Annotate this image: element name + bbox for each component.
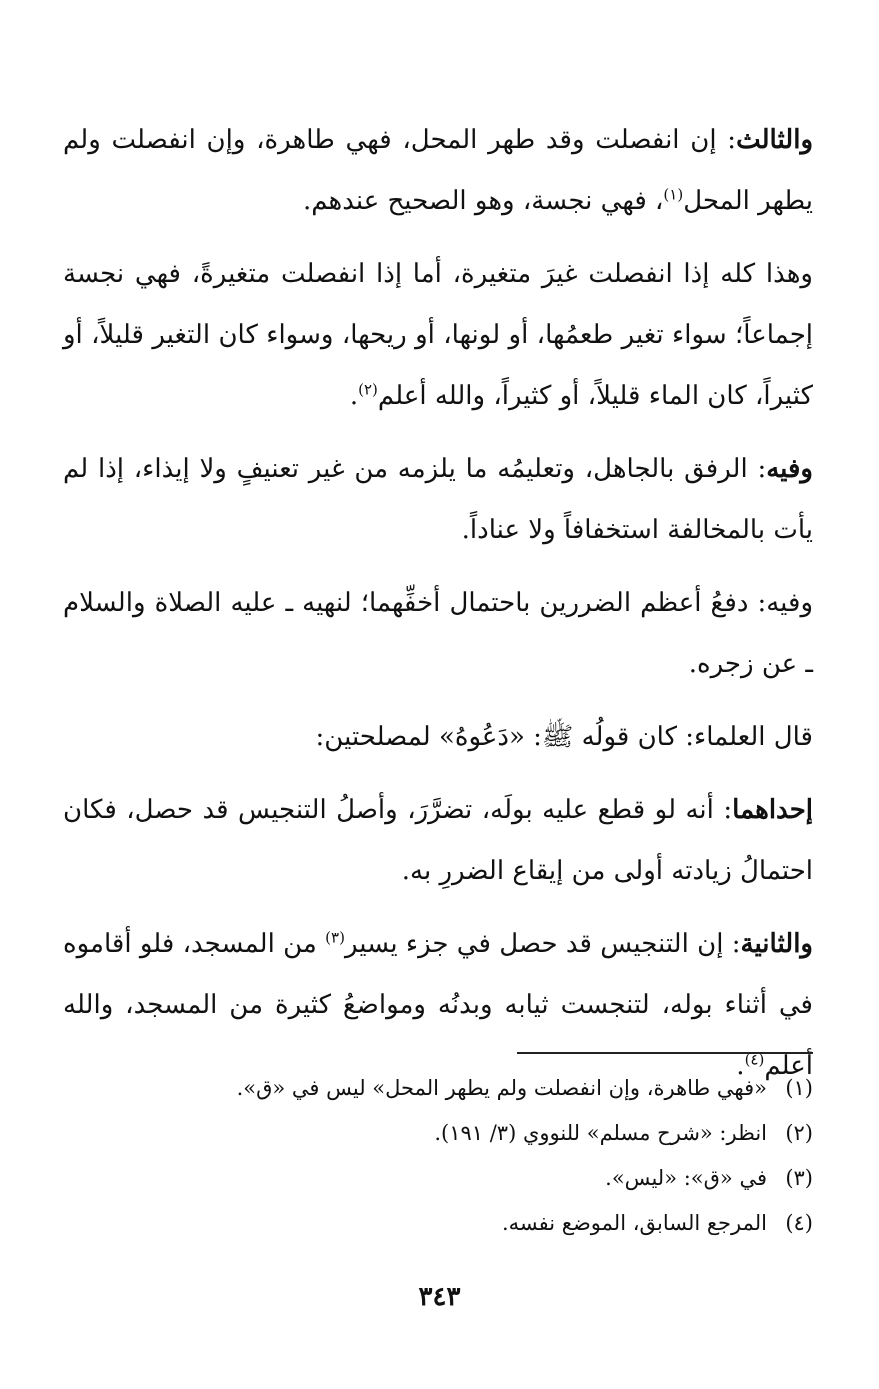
paragraph-text: : إن انفصلت وقد طهر المحل، فهي طاهرة، وإن انفصلت ولم يطهر المحل xyxy=(63,125,813,216)
footnotes xyxy=(63,1066,813,1246)
footnote-item xyxy=(63,1201,813,1246)
paragraph-text: : أنه لو قطع عليه بولَه، تضرَّرَ، وأصلُ التنجيس قد حصل، فكان احتمالُ زيادته أولى من إيقاع الضررِ به. xyxy=(63,795,813,886)
footnote-number: (٤) xyxy=(785,1211,813,1235)
main-text xyxy=(63,110,813,1109)
footnote-text: المرجع السابق، الموضع نفسه. xyxy=(501,1211,767,1235)
footnote-marker[interactable]: (١) xyxy=(663,185,684,204)
footnote-text: في «ق»: «ليس». xyxy=(605,1166,767,1190)
paragraph-text: وهذا كله إذا انفصلت غيرَ متغيرة، أما إذا انفصلت متغيرةً، فهي نجسة إجماعاً؛ سواء تغير طعمُها، أو لونها، أو ريحها، وسواء كان التغير قليلاً، أو كثيراً، كان الماء قليلاً، أو كثيراً، والله أعلم xyxy=(63,259,813,411)
footnote-marker[interactable]: (٢) xyxy=(358,380,378,399)
footnote-item xyxy=(63,1111,813,1156)
footnote-text: «فهي طاهرة، وإن انفصلت ولم يطهر المحل» ليس في «ق». xyxy=(236,1076,767,1100)
paragraph-lesser-harm xyxy=(63,573,813,695)
paragraph-text-continued: من المسجد، فلو أقاموه في أثناء بوله، لتنجست ثيابه وبدنُه ومواضعُ كثيرة من المسجد، والله أعلم xyxy=(63,929,813,1081)
paragraph-text-end: . xyxy=(736,1051,745,1081)
footnote-separator xyxy=(517,1052,813,1054)
paragraph-changed-water xyxy=(63,244,813,427)
footnote-number: (٣) xyxy=(785,1166,813,1190)
page-number: ٣٤٣ xyxy=(418,1282,461,1312)
footnote-item xyxy=(63,1156,813,1201)
paragraph-text-continued: . xyxy=(349,381,359,411)
paragraph-first-benefit xyxy=(63,780,813,902)
footnote-number: (١) xyxy=(785,1076,813,1100)
paragraph-lead: والثانية xyxy=(740,929,813,959)
paragraph-text: : الرفق بالجاهل، وتعليمُه ما يلزمه من غير تعنيفٍ ولا إيذاء، إذا لم يأت بالمخالفة استخفافاً ولا عناداً. xyxy=(63,454,813,545)
paragraph-text: قال العلماء: كان قولُه ﷺ: «دَعُوهُ» لمصلحتين: xyxy=(315,722,813,752)
footnote-marker[interactable]: (٣) xyxy=(325,928,345,947)
paragraph-lead: وفيه xyxy=(766,454,813,484)
paragraph-scholars xyxy=(63,707,813,768)
footnote-item xyxy=(63,1066,813,1111)
footnote-marker[interactable]: (٤) xyxy=(744,1050,765,1069)
footnote-number: (٢) xyxy=(785,1121,813,1145)
paragraph-text: وفيه: دفعُ أعظم الضررين باحتمال أخفِّهما؛ لنهيه ـ عليه الصلاة والسلام ـ عن زجره. xyxy=(63,588,813,679)
paragraph-lead: والثالث xyxy=(736,125,813,155)
paragraph-gentleness xyxy=(63,439,813,561)
paragraph-text-continued: ، فهي نجسة، وهو الصحيح عندهم. xyxy=(302,186,664,216)
footnote-text: انظر: «شرح مسلم» للنووي (٣/ ١٩١). xyxy=(434,1121,767,1145)
paragraph-third-opinion xyxy=(63,110,813,232)
paragraph-text: : إن التنجيس قد حصل في جزء يسير xyxy=(344,929,741,959)
paragraph-lead: إحداهما xyxy=(732,795,813,825)
